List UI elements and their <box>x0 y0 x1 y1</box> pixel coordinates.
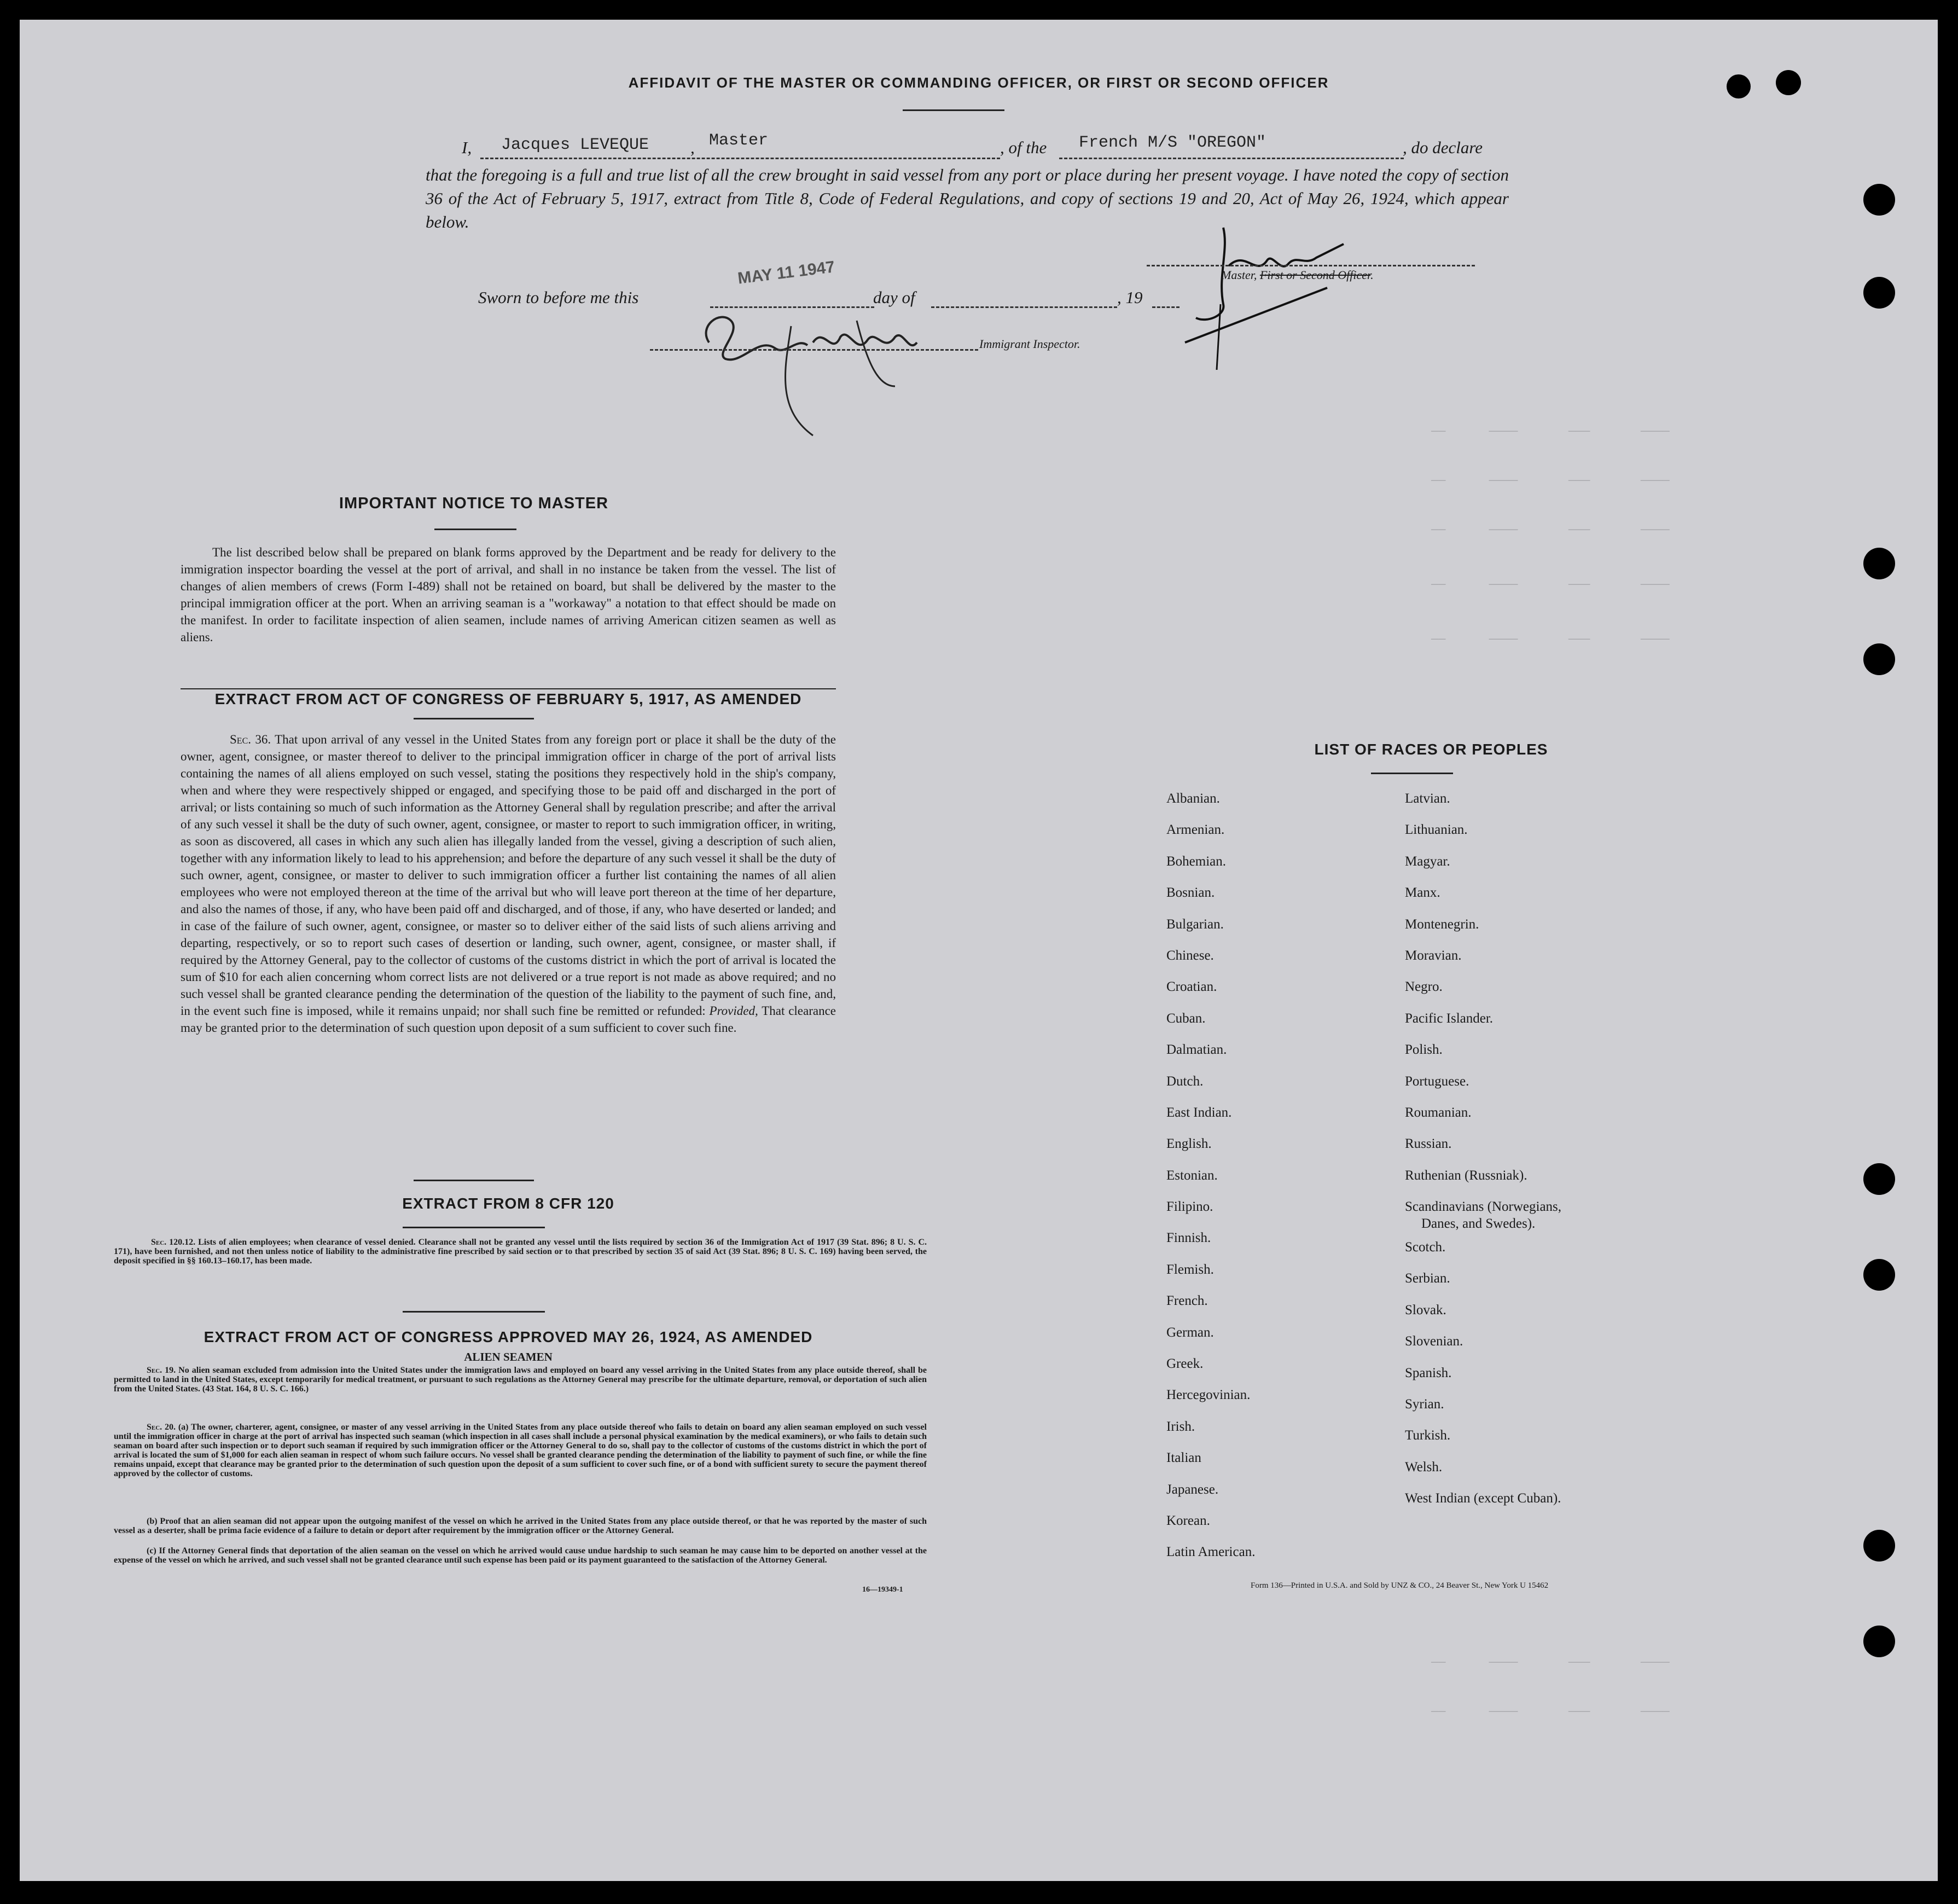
race-item: Armenian. <box>1166 822 1225 838</box>
punch-hole <box>1863 1626 1895 1657</box>
race-item: Chinese. <box>1166 948 1214 963</box>
race-item: Cuban. <box>1166 1011 1206 1026</box>
cfr-sec-text: Lists of alien employees; when clearance of vessel denied. Clearance shall not be granted any vessel until the lists required by section 36 of the Immigration Act of 1917 (39 Stat. 896; 8 U. S. C. 171), have been furnished, and not then unless notice of liability to the administrative fine prescribed by said section or to that prescribed by section 35 of said Act (39 Stat. 896; 8 U. S. C. 169) having been served, the deposit specified in §§ 160.13–160.17, has been made. <box>114 1238 927 1266</box>
races-column-1 <box>1166 791 1255 1576</box>
race-item: Serbian. <box>1405 1271 1450 1286</box>
notice-text: The list described below shall be prepared on blank forms approved by the Department and be ready for delivery to the immigration inspector boarding the vessel at the port of arrival, and shall in no instance be taken from the vessel. The list of changes of alien members of crews (Form I-489) shall not be retained on board, but shall be delivered by the master to the principal immigration officer at the port. When an arriving seaman is a "workaway" a notation to that effect should be made on the manifest. In order to facilitate inspection of alien seamen, include names of arriving American citizen seamen as well as aliens. <box>181 545 836 644</box>
race-item: Manx. <box>1405 885 1440 901</box>
race-item: Irish. <box>1166 1419 1195 1434</box>
affidavit-comma: , <box>690 138 695 157</box>
race-item: Russian. <box>1405 1136 1452 1152</box>
race-item: Japanese. <box>1166 1482 1219 1497</box>
bleed-through-marks: —— ———— ——— ———— <box>1431 474 1670 487</box>
divider <box>414 1180 534 1181</box>
divider <box>181 688 836 689</box>
divider <box>403 1311 545 1313</box>
blank-line <box>1059 158 1404 159</box>
divider <box>903 109 1004 111</box>
race-item: Lithuanian. <box>1405 822 1468 838</box>
race-item: Dalmatian. <box>1166 1042 1227 1058</box>
race-item: Albanian. <box>1166 791 1220 806</box>
sec20a-text <box>114 1423 927 1478</box>
race-item: Latvian. <box>1405 791 1450 806</box>
sec36-label: Sec. 36. <box>230 733 271 746</box>
inspector-signature <box>693 304 944 446</box>
race-item: Moravian. <box>1405 948 1462 963</box>
master-label <box>1221 268 1374 282</box>
race-item: Flemish. <box>1166 1262 1214 1277</box>
race-item: Danes, and Swedes). <box>1421 1216 1536 1232</box>
sec20-label: Sec. 20. <box>147 1423 176 1432</box>
master-name: Jacques LEVEQUE <box>501 136 649 154</box>
affidavit-title: AFFIDAVIT OF THE MASTER OR COMMANDING OFFICER, OR FIRST OR SECOND OFFICER <box>628 74 1329 91</box>
form-printer-note: Form 136—Printed in U.S.A. and Sold by UNZ & CO., 24 Beaver St., New York U 15462 <box>1251 1581 1549 1590</box>
race-item: Portuguese. <box>1405 1073 1469 1089</box>
race-item: Scandinavians (Norwegians, <box>1405 1199 1562 1215</box>
signature-line <box>650 349 978 351</box>
race-item: Spanish. <box>1405 1365 1452 1380</box>
punch-hole <box>1863 1530 1895 1561</box>
bleed-through-marks: —— ———— ——— ———— <box>1431 425 1670 438</box>
divider <box>1371 773 1453 774</box>
race-item: Greek. <box>1166 1356 1204 1372</box>
officer-end: . <box>1370 268 1374 282</box>
affidavit-of-the: , of the <box>1000 138 1047 157</box>
sworn-text: Sworn to before me this <box>478 288 639 307</box>
punch-hole <box>1863 548 1895 579</box>
sec19-label: Sec. 19. <box>147 1366 176 1375</box>
race-item: East Indian. <box>1166 1105 1232 1120</box>
document-page <box>20 20 1938 1881</box>
date-stamp: MAY 11 1947 <box>736 258 836 288</box>
race-item: Pacific Islander. <box>1405 1011 1494 1026</box>
divider <box>403 1227 545 1228</box>
race-item: Bohemian. <box>1166 854 1227 869</box>
blank-line <box>1152 306 1180 308</box>
punch-hole <box>1863 643 1895 675</box>
sec36-text: That upon arrival of any vessel in the United States from any foreign port or place it shall be the duty of the owner, agent, consignee, or master thereof to deliver to the principal immigration officer in charge of the port of arrival lists containing the names of all aliens employed on such vessel, stating the positions they respectively hold in the ship's company, when and where they were respectively shipped or engaged, and specifying those to be paid off and discharged in the port of arrival; or lists containing so much of such information as the Attorney General shall by regulation prescribe; and after the arrival of any such vessel it shall be the duty of such owner, agent, consignee, or master to report to such immigration officer, in writing, as soon as discovered, all cases in which any such alien has illegally landed from the vessel, giving a description of such alien, together with any information likely to lead to his apprehension; and before the departure of any such vessel it shall be the duty of such owner, agent, consignee, or master to deliver to such immigration officer a further list containing the names of all alien employees who were not employed thereon at the time of the arrival but who will leave port thereon at the time of her departure, and also the names of those, if any, who have been paid off and discharged, and of those, if any, who have deserted or landed; and in case of the failure of such owner, agent, consignee, or master so to deliver either of the said lists of such aliens arriving and departing, respectively, or so to report such cases of desertion or landing, such owner, agent, consignee, or master shall, if required by the Attorney General, pay to the collector of customs of the customs district in which the port of arrival is located the sum of $10 for each alien concerning whom correct lists are not delivered or a true report is not made as above required; and no such vessel shall be granted clearance pending the determination of the question of the liability to the payment of such fine, and, in the event such fine is imposed, while it remains unpaid; nor shall such fine be remitted or refunded: <box>181 733 836 1018</box>
day-of-text: day of <box>873 288 915 307</box>
race-item: Korean. <box>1166 1513 1210 1528</box>
provided-word: Provided, <box>709 1004 758 1018</box>
vessel-name: French M/S "OREGON" <box>1079 133 1266 152</box>
officer-struck-text: First or Second Officer <box>1259 268 1371 282</box>
affidavit-body: that the foregoing is a full and true list of all the crew brought in said vessel from any port or place during her present voyage. I have noted the copy of section 36 of the Act of February 5, 1917, extract from Title 8, Code of Federal Regulations, and copy of sections 19 and 20, Act of May 26, 1924, which appear below. <box>426 165 1509 231</box>
bleed-through-marks: —— ———— ——— ———— <box>1431 632 1670 646</box>
race-item: Italian <box>1166 1450 1201 1466</box>
race-item: Finnish. <box>1166 1230 1211 1246</box>
notice-title: IMPORTANT NOTICE TO MASTER <box>339 495 609 512</box>
sec20c-text: (c) If the Attorney General finds that deportation of the alien seaman on the vessel on which he arrived would cause undue hardship to such seaman he may cause him to be deported on another vessel at the expense of the vessel on which he arrived, and such vessel shall not be granted clearance until such expense has been paid or its payment guaranteed to the satisfaction of the Attorney General. <box>114 1546 927 1565</box>
bleed-through-marks: —— ———— ——— ———— <box>1431 1705 1670 1719</box>
divider <box>434 529 516 530</box>
cfr-sec-label: Sec. 120.12. <box>151 1238 196 1247</box>
year-prefix: , 19 <box>1117 288 1143 307</box>
race-item: Montenegrin. <box>1405 916 1479 932</box>
races-column-2 <box>1405 791 1561 1523</box>
race-item: Dutch. <box>1166 1073 1204 1089</box>
extract-1917-title: EXTRACT FROM ACT OF CONGRESS OF FEBRUARY 5, 1917, AS AMENDED <box>214 690 802 707</box>
cfr-title: EXTRACT FROM 8 CFR 120 <box>402 1195 614 1212</box>
race-item: Negro. <box>1405 979 1443 995</box>
cfr-text <box>114 1238 927 1266</box>
race-item: Ruthenian (Russniak). <box>1405 1168 1527 1183</box>
race-item: Polish. <box>1405 1042 1443 1058</box>
race-item: Slovak. <box>1405 1302 1446 1317</box>
form-code: 16—19349-1 <box>862 1586 903 1594</box>
race-item: Magyar. <box>1405 854 1450 869</box>
race-item: Filipino. <box>1166 1199 1213 1215</box>
race-item: German. <box>1166 1325 1214 1340</box>
punch-hole <box>1863 184 1895 216</box>
race-item: West Indian (except Cuban). <box>1405 1491 1561 1506</box>
sec36-text-end: That clearance may be granted prior to the determination of such question upon deposit of a sum sufficient to cover such fine. <box>181 1004 836 1035</box>
signature-line <box>1147 265 1475 266</box>
race-item: Slovenian. <box>1405 1334 1463 1349</box>
master-label-text: Master, <box>1221 268 1257 282</box>
sec19-text <box>114 1366 927 1394</box>
race-item: Bosnian. <box>1166 885 1215 901</box>
race-item: Hercegovinian. <box>1166 1388 1251 1403</box>
divider <box>414 718 534 719</box>
blank-line <box>480 158 1000 159</box>
race-item: Croatian. <box>1166 979 1217 995</box>
race-item: Scotch. <box>1405 1240 1446 1255</box>
race-item: Roumanian. <box>1405 1105 1472 1120</box>
race-item: French. <box>1166 1293 1208 1309</box>
punch-hole <box>1863 1163 1895 1195</box>
blank-line <box>931 306 1117 308</box>
race-item: Estonian. <box>1166 1168 1218 1183</box>
bleed-through-marks: —— ———— ——— ———— <box>1431 1656 1670 1669</box>
race-item: Syrian. <box>1405 1397 1444 1412</box>
races-title: LIST OF RACES OR PEOPLES <box>1314 741 1548 758</box>
race-item: Welsh. <box>1405 1459 1443 1475</box>
punch-hole <box>1863 277 1895 309</box>
affidavit-i: I, <box>462 138 472 157</box>
sec20b-text: (b) Proof that an alien seaman did not appear upon the outgoing manifest of the vessel on which he arrived in the United States from any place outside thereof, or that he was reported by the master of such vessel as a deserter, shall be prima facie evidence of a failure to detain or deport after requirement by the immigration officer or the Attorney General. <box>114 1517 927 1535</box>
race-item: Turkish. <box>1405 1428 1451 1443</box>
extract-1917-text <box>181 731 836 1036</box>
race-item: English. <box>1166 1136 1212 1152</box>
bleed-through-marks: —— ———— ——— ———— <box>1431 578 1670 591</box>
affidavit-do-declare: , do declare <box>1403 138 1483 157</box>
inspector-label: Immigrant Inspector. <box>979 337 1080 351</box>
master-signature <box>1163 206 1360 370</box>
extract-1924-subtitle: ALIEN SEAMEN <box>464 1350 553 1363</box>
race-item: Latin American. <box>1166 1545 1256 1560</box>
sec20a-body: (a) The owner, charterer, agent, consignee, or master of any vessel arriving in the United States from any place outside thereof who fails to detain on board any alien seaman employed on such vessel until the immigration officer in charge at the port of arrival has inspected such seaman (which inspection in all cases shall include a personal physical examination by the medical examiners), or who fails to detain such seaman on board after such inspection or to deport such seaman if required by such immigration officer or the Attorney General to do so, shall pay to the collector of customs of the customs district in which the port of arrival is located the sum of $1,000 for each alien seaman in respect of whom such failure occurs. No vessel shall be granted clearance pending the determination of the liability to payment of such fine, or while the fine remains unpaid, except that clearance may be granted prior to the determination of such question upon the deposit of a sum sufficient to cover such fine, or of a bond with sufficient surety to secure the payment thereof approved by the collector of customs. <box>114 1423 927 1478</box>
bleed-through-marks: —— ———— ——— ———— <box>1431 523 1670 537</box>
extract-1924-title: EXTRACT FROM ACT OF CONGRESS APPROVED MAY 26, 1924, AS AMENDED <box>204 1328 813 1345</box>
master-rank: Master <box>709 131 769 150</box>
sec19-body: No alien seaman excluded from admission into the United States under the immigration laws and employed on board any vessel arriving in the United States from any place outside thereof, shall be permitted to land in the United States, except temporarily for medical treatment, or pursuant to such regulations as the Attorney General may prescribe for the ultimate departure, removal, or deportation of such alien from the United States. (43 Stat. 164, 8 U. S. C. 166.) <box>114 1366 927 1394</box>
punch-hole <box>1863 1259 1895 1291</box>
race-item: Bulgarian. <box>1166 916 1224 932</box>
